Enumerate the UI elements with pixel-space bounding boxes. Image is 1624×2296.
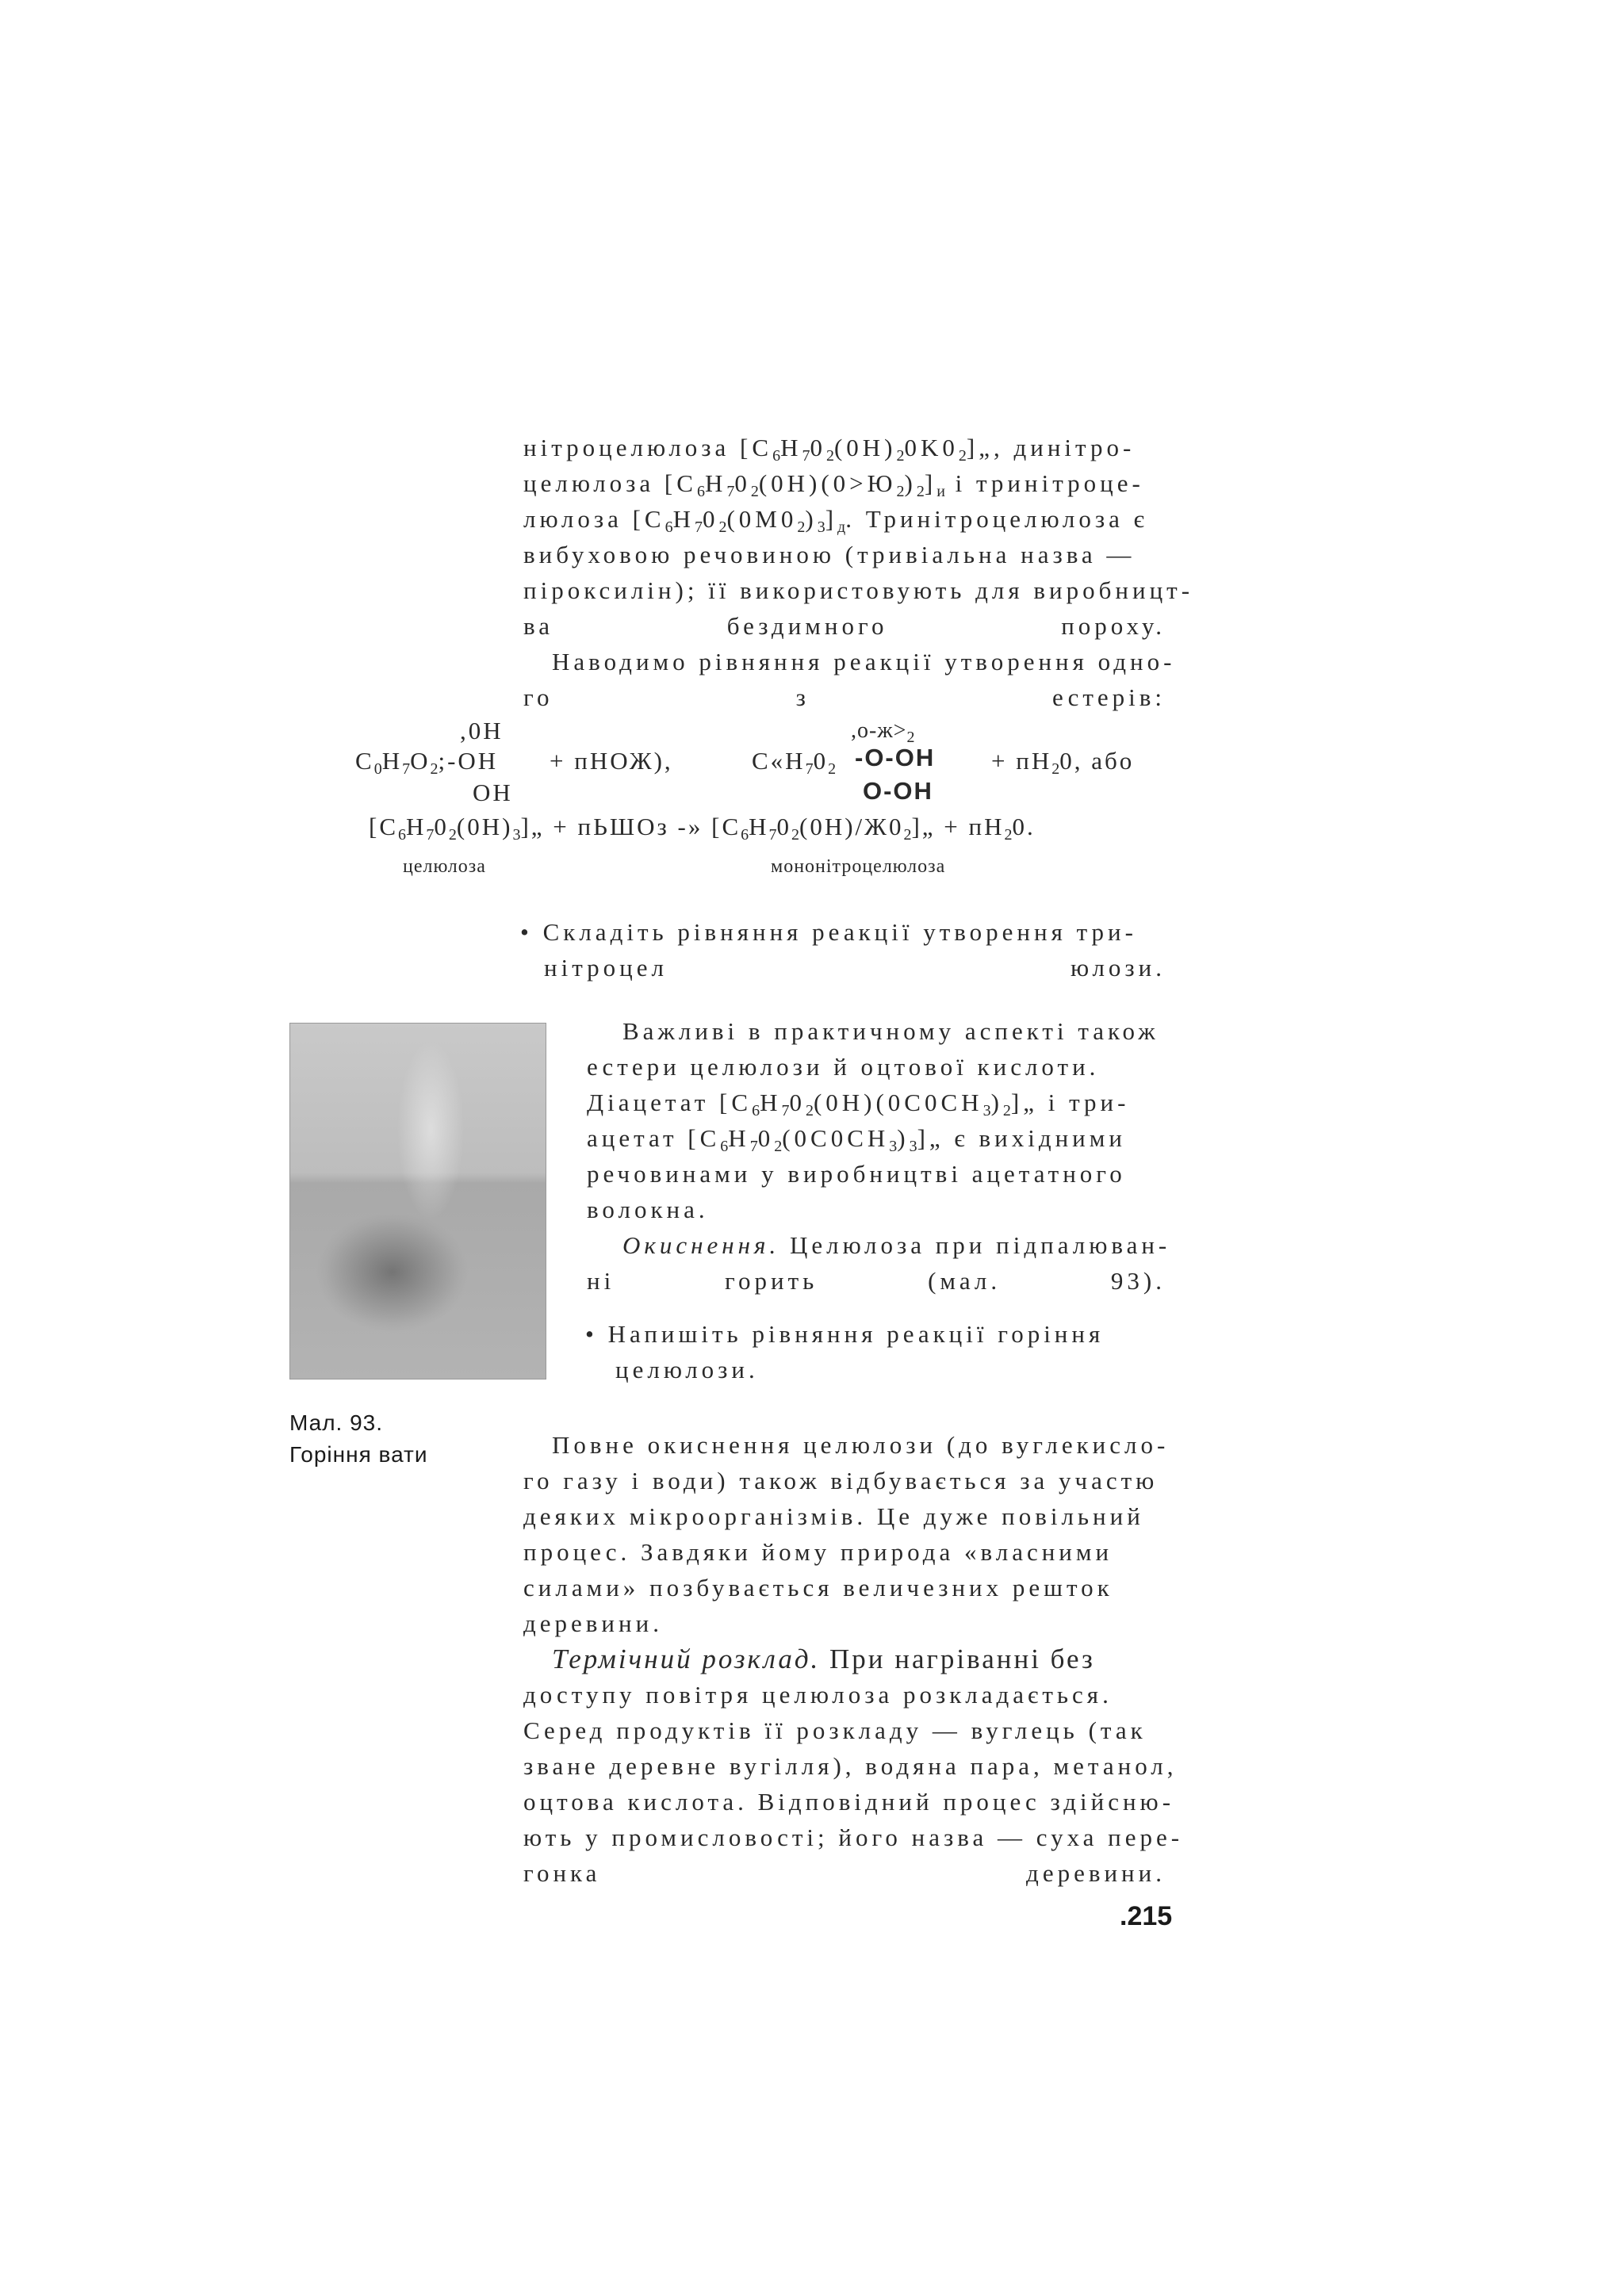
eq1-left-top: ,0H xyxy=(460,717,504,744)
eq1-left-bottom: OH xyxy=(473,779,513,806)
term-oxidation: Окиснення. xyxy=(622,1231,780,1259)
text-line: Важливі в практичному аспекті також xyxy=(622,1017,1159,1045)
caption-title: Горіння вати xyxy=(289,1442,428,1467)
text-line: ють у промисловості; його назва — суха пере- xyxy=(523,1823,1184,1851)
paragraph-full-oxidation xyxy=(523,1427,1170,1641)
eq1-right-mid: -O-OH xyxy=(855,744,936,771)
text-line: Окиснення. Целюлоза при підпалюван- xyxy=(622,1231,1171,1259)
text-line: ацетат $[C_6H_70_2(0C0CH_3)_3]„$ є вихідними xyxy=(587,1124,1126,1155)
text-line: піроксилін); її використовують для виробницт- xyxy=(523,576,1194,604)
text-line: деяких мікроорганізмів. Це дуже повільний xyxy=(523,1502,1144,1530)
eq1-right-top: $,о-ж>_2$ xyxy=(851,718,915,746)
eq1-left-main: $C_0H_7O_2;-OH$ xyxy=(355,747,499,778)
text-line: волокна. xyxy=(587,1196,709,1223)
text-line: вибуховою речовиною (тривіальна назва — xyxy=(523,541,1136,568)
text-line: ва бездимного пороху. xyxy=(523,612,1166,640)
text-line: • Складіть рівняння реакції утворення три- xyxy=(520,918,1137,946)
page-number: .215 xyxy=(1120,1901,1173,1931)
text-line: целюлози. xyxy=(615,1356,759,1383)
text-line: Наводимо рівняння реакції утворення одно- xyxy=(552,648,1176,675)
text-line: • Напишіть рівняння реакції горіння xyxy=(585,1320,1105,1348)
text-line: нітроцелюлоза $[C_6H_70_2(0H)_20K0_2]„$, динітро- xyxy=(523,434,1136,465)
text-line: гонка деревини. xyxy=(523,1859,1166,1887)
task-combustion xyxy=(585,1316,1166,1387)
text-line: го з естерів: xyxy=(523,683,1166,711)
text-line: естери целюлози й оцтової кислоти. xyxy=(587,1053,1100,1081)
equation-structural xyxy=(355,714,1172,817)
eq1-plus-reagent: + пHОЖ), xyxy=(550,747,673,775)
text-line: оцтова кислота. Відповідний процес здійсню- xyxy=(523,1788,1175,1816)
text-line: ні горить (мал. 93). xyxy=(587,1267,1166,1295)
paragraph-oxidation xyxy=(587,1227,1171,1299)
label-cellulose: целюлоза xyxy=(403,856,486,877)
text-line: целюлоза $[C_6H_70_2(0H)(0>Ю_2)_2]_и$ і тринітроце- xyxy=(523,469,1144,500)
paragraph-equation-intro xyxy=(523,644,1176,715)
text-line: Термічний розклад. При нагріванні без xyxy=(552,1644,1095,1674)
text-line: деревини. xyxy=(523,1609,663,1637)
text-line: люлоза $[C_6H_70_2(0M0_2)_3]_д$. Тринітроцелюлоза є xyxy=(523,505,1148,536)
term-thermal-decomposition: Термічний розклад. xyxy=(552,1644,821,1674)
label-mononitrocellulose: мононітроцелюлоза xyxy=(771,856,946,877)
text-line: силами» позбувається величезних решток xyxy=(523,1574,1113,1601)
eq1-right-bottom: O-OH xyxy=(863,777,933,805)
figure-burning-cotton-photo xyxy=(289,1023,546,1380)
text-line: процес. Завдяки йому природа «власними xyxy=(523,1538,1113,1566)
text-line: нітроцел юлози. xyxy=(544,954,1166,982)
text-line: зване деревне вугілля), водяна пара, метанол, xyxy=(523,1752,1178,1780)
text-line: Повне окиснення целюлози (до вуглекисло- xyxy=(552,1431,1170,1459)
eq1-right-main: $C«H_70_2$ xyxy=(752,747,837,778)
eq1-products: + $пH_20$, або xyxy=(991,747,1135,778)
text-line: Діацетат $[C_6H_70_2(0H)(0C0CH_3)_2]„$ і три- xyxy=(587,1089,1130,1119)
text-line: речовинами у виробництві ацетатного xyxy=(587,1160,1126,1188)
text-line: Серед продуктів її розкладу — вуглець (так xyxy=(523,1716,1147,1744)
paragraph-cellulose-acetates xyxy=(587,1013,1166,1227)
text-line: доступу повітря целюлоза розкладається. xyxy=(523,1681,1113,1709)
caption-number: Мал. 93. xyxy=(289,1410,384,1435)
equation-molecular: $[C_6H_70_2(0H)_3]„$ + пЬШОз -» $[C_6H_70_2(0H)/Ж0_2]„ + пH_20$. xyxy=(369,813,1036,844)
paragraph-thermal-decomposition xyxy=(523,1641,1184,1891)
paragraph-nitrocellulose xyxy=(523,430,1194,644)
task-trinitrocellulose xyxy=(520,914,1166,985)
figure-caption xyxy=(289,1407,428,1471)
text-line: го газу і води) також відбувається за участю xyxy=(523,1467,1159,1494)
